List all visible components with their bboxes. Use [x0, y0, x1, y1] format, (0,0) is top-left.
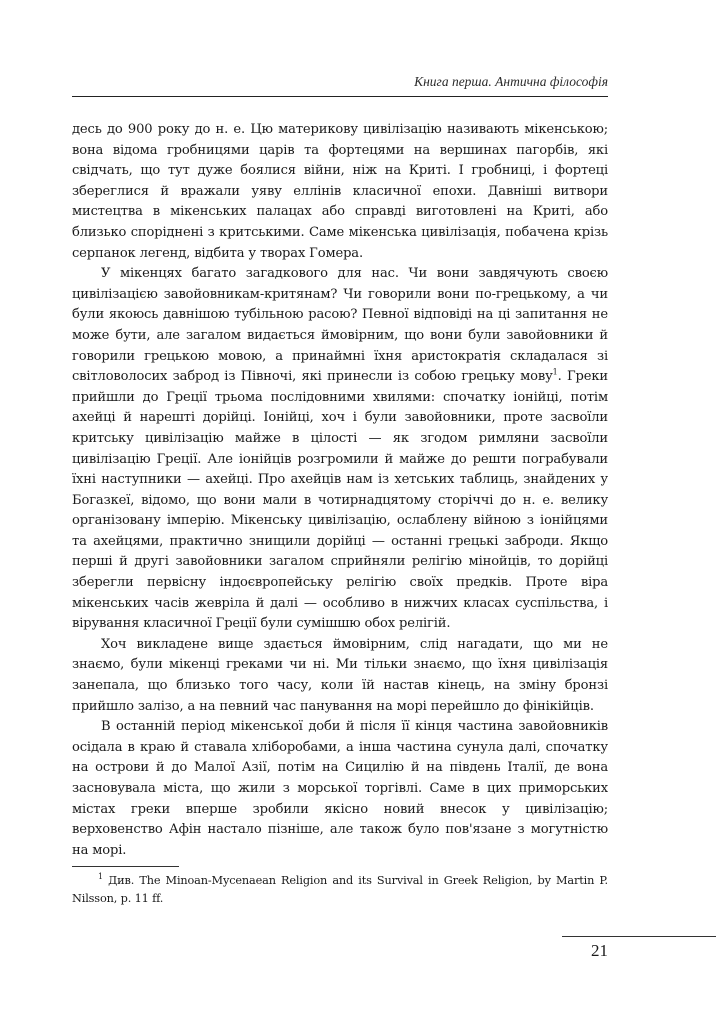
paragraph-2-text: У мікенцях багато загадкового для нас. Чи вони завдячують своєю цивілізацією завойовникам-критянам? Чи говорили вони по-грецькому, а чи були якоюсь давнішою тубільною расою? Певної відповіді на ці запитання не може бути, але загалом видається ймовірним, що вони були завойовники й говорили грецькою мовою, а принаймні їхня аристократія складалася зі світловолосих заброд із Півночі, які принесли із собою грецьку мову	[72, 266, 608, 385]
header-rule	[72, 96, 608, 97]
paragraph-2-continuation: Греки прийшли до Греції трьома послідовними хвилями: спочатку іонійці, потім ахейці й нарешті дорійці. Іонійці, хоч і були завойовники, проте засвоїли критську цивілізацію майже в цілості — як згодом римляни засвоїли цивілізацію Греції. Але іонійців розгромили й майже до решти пограбували їхні наступники — ахейці. Про ахейців нам із хетських таблиць, знайдених у Богазкеї, відомо, що вони мали в чотирнадцятому сторіччі до н. е. велику організовану імперію. Мікенську цивілізацію, ослаблену війною з іонійцями та ахейцями, практично знищили дорійці — останні грецькі заброди. Якщо перші й другі завойовники загалом сприйняли релігію мінойців, то дорійці зберегли первісну індоєвропейську релігію своїх предків. Проте віра мікенських часів жевріла й далі — особливо в нижчих класах суспільства, і вірування класичної Греції були сумішшю обох релігій.	[72, 369, 608, 632]
footnote-rule	[72, 866, 179, 867]
paragraph-3: Хоч викладене вище здається ймовірним, слід нагадати, що ми не знаємо, були мікенці греками чи ні. Ми тільки знаємо, що їхня цивілізація занепала, що близько того часу, коли їй настав кінець, на зміну бронзі прийшло залізо, а на певний час панування на морі перейшло до фінікійців.	[72, 636, 608, 714]
footnote	[72, 872, 608, 908]
paragraph-1: десь до 900 року до н. е. Цю материкову цивілізацію називають мікенською; вона відома гробницями царів та фортецями на вершинах пагорбів, які свідчать, що тут дуже боялися війни, ніж на Криті. І гробниці, і фортеці збереглися й вражали уяву еллінів класичної епохи. Давніші витвори мистецтва в мікенських палацах або справді виготовлені на Криті, або близько споріднені з критськими. Саме мікенська цивілізація, побачена крізь серпанок легенд, відбита у творах Гомера.	[72, 122, 608, 261]
main-text	[72, 120, 608, 861]
paragraph-2: У мікенцях багато загадкового для нас. Чи вони завдячують своєю цивілізацією завойовникам-критянам? Чи говорили вони по-грецькому, а чи були якоюсь давнішою тубільною расою? Певної відповіді на ці запитання не може бути, але загалом видається ймовірним, що вони були завойовники й говорили грецькою мовою, а принаймні їхня аристократія складалася зі світловолосих заброд із Півночі, які принесли із собою грецьку мову$^1$. Греки прийшли до Греції трьома послідовними хвилями: спочатку іонійці, потім ахейці й нарешті дорійці. Іонійці, хоч і були завойовники, проте засвоїли критську цивілізацію майже в цілості — як згодом римляни засвоїли цивілізацію Греції. Але іонійців розгромили й майже до решти пограбували їхні наступники — ахейці. Про ахейців нам із хетських таблиць, знайдених у Богазкеї, відомо, що вони мали в чотирнадцятому сторіччі до н. е. велику організовану імперію. Мікенську цивілізацію, ослаблену війною з іонійцями та ахейцями, практично знищили дорійці — останні грецькі заброди. Якщо перші й другі завойовники загалом сприйняли релігію мінойців, то дорійці зберегли первісну індоєвропейську релігію своїх предків. Проте віра мікенських часів жевріла й далі — особливо в нижчих класах суспільства, і вірування класичної Греції були сумішшю обох релігій.	[72, 266, 608, 632]
footnote-marker: 1	[98, 872, 103, 882]
page-number-rule	[562, 936, 716, 937]
running-header-title: Книга перша. Антична філософія	[414, 74, 608, 89]
page-number: 21	[591, 941, 608, 960]
footnote-reference[interactable]: 1	[552, 367, 558, 377]
footnote-text: Див. The Minoan-Mycenaean Religion and its Survival in Greek Religion, by Martin P. Nilsson, p. 11 ff.	[72, 874, 608, 905]
paragraph-4: В останній період мікенської доби й після її кінця частина завойовників осідала в краю й ставала хліборобами, а інша частина сунула далі, спочатку на острови й до Малої Азії, потім на Сицилію й на південь Італії, де вона засновувала міста, що жили з морської торгівлі. Саме в цих приморських містах греки вперше зробили якісно новий внесок у цивілізацію; верховенство Афін настало пізніше, але також було пов'язане з могутністю на морі.	[72, 719, 608, 858]
